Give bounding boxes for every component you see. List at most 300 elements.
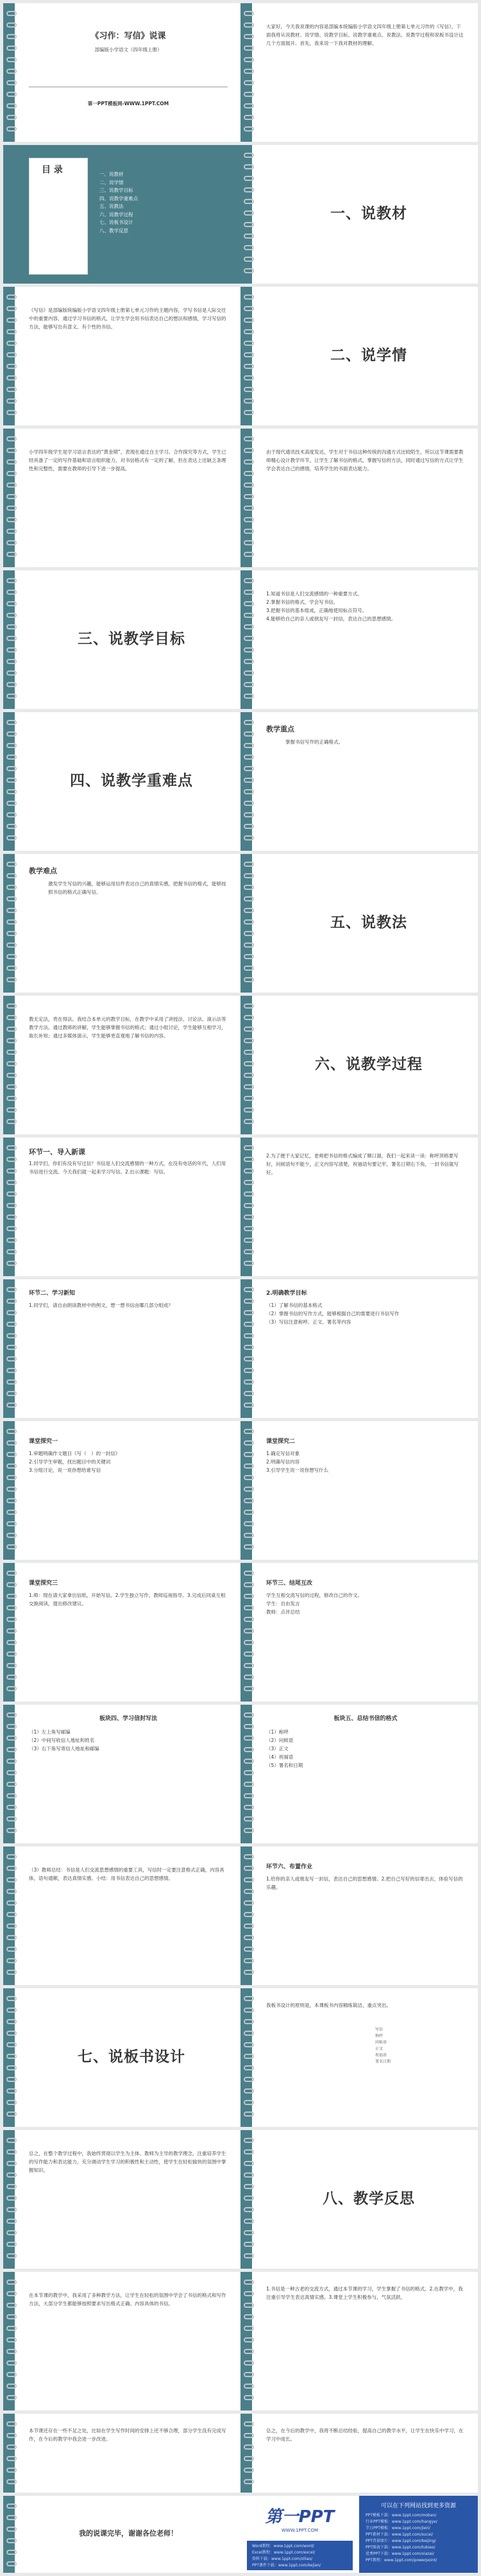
binder-ring-icon xyxy=(244,1571,254,1576)
item-list xyxy=(266,1728,465,1770)
sub-heading: 课堂探究二 xyxy=(266,1438,296,1445)
binder-ring-icon xyxy=(6,1440,17,1446)
binder-ring-icon xyxy=(6,2337,17,2342)
slide-text[interactable] xyxy=(240,1138,478,1276)
slide-inquiry-3[interactable] xyxy=(3,1563,240,1702)
binder-ring-icon xyxy=(244,2395,254,2400)
cover-subtitle: 部编版小学语文（四年级上册） xyxy=(94,47,162,53)
binder-ring-icon xyxy=(244,1663,254,1668)
binder-ring-icon xyxy=(6,743,17,748)
binder-ring-icon xyxy=(6,2149,17,2154)
sub-heading: 课堂探究一 xyxy=(29,1438,58,1445)
binder-ring-icon xyxy=(244,1866,254,1871)
slide-section-7[interactable] xyxy=(3,1988,240,2127)
resource-title: 可以在下列网站找到更多资源 xyxy=(380,2503,456,2509)
binder-ring-icon xyxy=(244,1084,254,1089)
slide-section-6[interactable] xyxy=(240,996,478,1134)
binder-ring-icon xyxy=(6,506,17,511)
binder-ring-icon xyxy=(244,1854,254,1859)
slide-cover[interactable] xyxy=(3,3,240,142)
binder-ring-icon xyxy=(6,1475,17,1480)
sub-heading: 环节二、学习新知 xyxy=(29,1290,76,1297)
binder-ring-icon xyxy=(6,1310,17,1315)
binder-ring-icon xyxy=(6,1510,17,1515)
binder-ring-icon xyxy=(6,1675,17,1680)
binder-ring-icon xyxy=(6,601,17,606)
binder-ring-icon xyxy=(6,1816,17,1821)
binder-ring-icon xyxy=(6,812,17,817)
binder-ring-icon xyxy=(6,1368,17,1373)
binder-ring-icon xyxy=(244,2065,254,2070)
resource-link[interactable]: 节日PPT模板：www.1ppt.com/jieri/ xyxy=(366,2526,430,2530)
binder-ring-icon xyxy=(6,2433,17,2438)
body-text: 在本节课的教学中，我采用了多种教学方法，让学生在轻松的氛围中学会了书信的格式和写作方法，大部分学生都能够按照要求写出格式正确、内容具体的书信。 xyxy=(29,2292,226,2307)
toc-item[interactable]: 三、说教学目标 xyxy=(99,187,133,193)
sub-heading: 板块五、总结书信的格式 xyxy=(333,1716,398,1722)
binder-ring-icon xyxy=(244,812,254,817)
list-item: （1）了解书信的基本格式 xyxy=(266,1302,323,1308)
binder-ring-icon xyxy=(6,2538,17,2543)
binder-ring-icon xyxy=(6,1191,17,1197)
binder-ring-icon xyxy=(244,482,254,488)
logo: 第一PPT xyxy=(265,2507,335,2527)
resource-link[interactable]: PPT模板下载：www.1ppt.com/moban/ xyxy=(366,2513,437,2518)
slide-intro[interactable] xyxy=(240,3,478,142)
binder-ring-icon xyxy=(6,1736,17,1741)
binder-ring-icon xyxy=(244,46,254,51)
binder-ring-icon xyxy=(6,2008,17,2013)
binder-ring-icon xyxy=(6,2184,17,2189)
binder-ring-icon xyxy=(244,1168,254,1173)
slide-section-2[interactable] xyxy=(240,287,478,425)
sub-heading: 教学重点 xyxy=(266,725,294,733)
slide-section-5[interactable] xyxy=(240,854,478,993)
binder-ring-icon xyxy=(244,2230,254,2235)
binder-ring-icon xyxy=(6,1947,17,1952)
toc-item[interactable]: 六、说教学过程 xyxy=(99,211,133,218)
binder-ring-icon xyxy=(6,2280,17,2285)
resource-link[interactable]: PPT课件下载：www.1ppt.com/kejian/ xyxy=(252,2563,321,2568)
binder-ring-icon xyxy=(6,1828,17,1833)
binder-ring-icon xyxy=(244,80,254,85)
resource-panel-2 xyxy=(247,2541,353,2570)
binder-ring-icon xyxy=(244,2303,254,2308)
slide-inquiry-1[interactable] xyxy=(3,1421,240,1560)
binder-ring-icon xyxy=(6,2088,17,2094)
binder-ring-icon xyxy=(6,720,17,725)
slide-section-4[interactable] xyxy=(3,712,240,851)
binder-ring-icon xyxy=(6,1782,17,1787)
list-item: 3.分组讨论，说一说你想给谁写信 xyxy=(29,1467,101,1473)
toc-list xyxy=(99,171,138,235)
slide-text[interactable] xyxy=(3,287,240,425)
binder-ring-icon xyxy=(244,1747,254,1752)
body-text: 1.书信是一种古老的交流方式，通过本节课的学习，学生掌握了书信的格式。2.在教学中，我注重引导学生表达真情实感。3.课堂上学生积极参与，气氛活跃。 xyxy=(266,2286,463,2300)
binder-ring-icon xyxy=(244,2291,254,2296)
binder-ring-icon xyxy=(6,1463,17,1469)
binder-ring-icon xyxy=(6,306,17,311)
binder-ring-icon xyxy=(244,517,254,522)
binder-ring-icon xyxy=(244,1947,254,1952)
binder-ring-icon xyxy=(244,1249,254,1254)
binder-ring-icon xyxy=(244,2054,254,2059)
binder-ring-icon xyxy=(244,153,254,158)
slide-text[interactable] xyxy=(3,429,240,567)
binder-ring-icon xyxy=(244,1073,254,1078)
binder-ring-icon xyxy=(6,1686,17,1691)
logo-subtitle[interactable]: WWW.1PPT.COM xyxy=(281,2528,319,2533)
list-item: （4）祝福语 xyxy=(266,1754,294,1760)
binder-ring-icon xyxy=(6,578,17,583)
binder-ring-icon xyxy=(6,1571,17,1576)
list-item: （3）右下角写寄信人地址和邮编 xyxy=(29,1746,99,1752)
binder-ring-icon xyxy=(244,34,254,39)
body-text: 本节课还存在一些不足之处，比如在学生写作时间的安排上还不够合理，部分学生没有完成写作，在今后的教学中我会进一步改进。 xyxy=(29,2428,226,2442)
binder-ring-icon xyxy=(6,69,17,74)
binder-ring-icon xyxy=(244,1403,254,1408)
slide-text[interactable] xyxy=(3,2130,240,2269)
binder-ring-icon xyxy=(6,2515,17,2520)
binder-ring-icon xyxy=(6,694,17,699)
slide-list[interactable] xyxy=(240,1279,478,1418)
binder-ring-icon xyxy=(244,294,254,300)
binder-ring-icon xyxy=(6,1299,17,1304)
binder-ring-icon xyxy=(6,766,17,771)
binder-ring-icon xyxy=(6,1038,17,1043)
binder-ring-icon xyxy=(244,552,254,557)
binder-ring-icon xyxy=(6,1582,17,1587)
binder-ring-icon xyxy=(244,1935,254,1940)
binder-ring-icon xyxy=(244,1816,254,1821)
binder-ring-icon xyxy=(244,494,254,499)
binder-ring-icon xyxy=(6,329,17,334)
binder-ring-icon xyxy=(6,1594,17,1599)
sub-heading: 板块四、学习信封写法 xyxy=(99,1716,157,1722)
resource-link[interactable]: PPT背景图片：www.1ppt.com/beijing/ xyxy=(366,2539,436,2543)
resource-link[interactable]: PPT素材下载：www.1ppt.com/sucai/ xyxy=(366,2532,434,2537)
binder-ring-icon xyxy=(6,2291,17,2296)
slide-toc[interactable] xyxy=(3,145,240,284)
binder-ring-icon xyxy=(244,2433,254,2438)
binder-ring-icon xyxy=(244,1544,254,1549)
binder-ring-icon xyxy=(244,731,254,737)
body-text: （3）教师总结：书信是人们交流思想感情的重要工具，写信时一定要注意格式正确，内容具体，语句通顺，表达真情实感。小结：用书信表达自己的思想感情。 xyxy=(29,1867,224,1881)
slide-text[interactable] xyxy=(3,996,240,1134)
binder-ring-icon xyxy=(244,613,254,618)
slide-difficulty[interactable] xyxy=(3,854,240,993)
binder-ring-icon xyxy=(6,2395,17,2400)
binder-ring-icon xyxy=(244,1096,254,1101)
binder-ring-icon xyxy=(6,977,17,982)
item-list xyxy=(266,1301,465,1326)
body-text: 1.同学们，请自由朗读教材中的例文，想一想书信由哪几部分组成？ xyxy=(29,1302,173,1308)
binder-ring-icon xyxy=(244,2280,254,2285)
binder-ring-icon xyxy=(244,1923,254,1929)
board-line: 写信 xyxy=(375,2027,384,2032)
binder-ring-icon xyxy=(6,22,17,28)
binder-ring-icon xyxy=(244,69,254,74)
binder-ring-icon xyxy=(244,2384,254,2389)
slide-key-point[interactable] xyxy=(240,712,478,851)
binder-ring-icon xyxy=(244,1793,254,1798)
binder-ring-icon xyxy=(244,1828,254,1833)
binder-ring-icon xyxy=(6,1261,17,1266)
binder-ring-icon xyxy=(6,873,17,878)
intro-text: 大家好，今天我说课的内容是部编本统编版小学语文四年级上册第七单元习作的《写信》，下面我将从说教材、说学情、说教学目标、说教学重难点、说教法、说教学过程和说板书设计这几个方面展开。首先，我来说一下我对教材的理解。 xyxy=(266,24,464,46)
item-list xyxy=(266,1591,465,1616)
binder-ring-icon xyxy=(6,1617,17,1622)
binder-ring-icon xyxy=(6,1180,17,1185)
binder-ring-icon xyxy=(244,1322,254,1327)
toc-item[interactable]: 七、说板书设计 xyxy=(99,219,133,225)
slide-homework[interactable] xyxy=(240,1847,478,1985)
slide-closing[interactable] xyxy=(3,2496,240,2573)
binder-ring-icon xyxy=(6,1003,17,1009)
binder-ring-icon xyxy=(244,222,254,227)
list-item: 学生：自由发言 xyxy=(266,1601,300,1607)
section-title: 六、说教学过程 xyxy=(315,1056,423,1073)
slide-inquiry-2[interactable] xyxy=(240,1421,478,1560)
binder-ring-icon xyxy=(244,1475,254,1480)
binder-ring-icon xyxy=(6,2196,17,2201)
binder-ring-icon xyxy=(6,1900,17,1906)
resource-link[interactable]: 优秀PPT下载：www.1ppt.com/xiazai/ xyxy=(366,2552,434,2556)
binder-ring-icon xyxy=(244,1299,254,1304)
board-line: 祝福语 xyxy=(375,2053,387,2058)
binder-ring-icon xyxy=(244,459,254,465)
toc-item[interactable]: 二、说学情 xyxy=(99,179,124,185)
binder-ring-icon xyxy=(244,1452,254,1457)
list-item: 3.把握书信的基本组成，正确地使用标点符号。 xyxy=(266,608,367,613)
list-item: 2.掌握书信的格式，学会写书信。 xyxy=(266,599,339,605)
binder-ring-icon xyxy=(244,1261,254,1266)
toc-item[interactable]: 四、说教学重难点 xyxy=(99,195,138,201)
binder-ring-icon xyxy=(244,1027,254,1032)
binder-ring-icon xyxy=(244,364,254,369)
binder-ring-icon xyxy=(244,789,254,794)
binder-ring-icon xyxy=(6,2207,17,2212)
binder-ring-icon xyxy=(6,1996,17,2001)
binder-ring-icon xyxy=(6,1498,17,1503)
slide-list[interactable] xyxy=(240,570,478,709)
section-title: 四、说教学重难点 xyxy=(70,772,193,789)
goal-list xyxy=(266,590,465,623)
item-list xyxy=(29,1728,228,1753)
binder-ring-icon xyxy=(6,1084,17,1089)
binder-ring-icon xyxy=(244,590,254,595)
resource-panel xyxy=(359,2496,478,2573)
toc-title: 目 录 xyxy=(42,165,63,175)
binder-ring-icon xyxy=(6,1724,17,1729)
binder-ring-icon xyxy=(244,540,254,545)
binder-ring-icon xyxy=(6,647,17,653)
slide-section-3[interactable] xyxy=(3,570,240,709)
binder-ring-icon xyxy=(6,318,17,323)
binder-ring-icon xyxy=(244,1582,254,1587)
binder-ring-icon xyxy=(244,1912,254,1917)
slide-process-2[interactable] xyxy=(3,1279,240,1418)
binder-ring-icon xyxy=(244,2479,254,2484)
binder-ring-icon xyxy=(6,494,17,499)
binder-ring-icon xyxy=(244,743,254,748)
binder-ring-icon xyxy=(6,1226,17,1231)
binder-ring-icon xyxy=(6,1605,17,1610)
binder-ring-icon xyxy=(6,1215,17,1220)
binder-ring-icon xyxy=(244,1498,254,1503)
slide-process-1[interactable] xyxy=(3,1138,240,1276)
slide-text[interactable] xyxy=(3,2272,240,2410)
binder-ring-icon xyxy=(244,2253,254,2258)
binder-ring-icon xyxy=(244,919,254,925)
binder-ring-icon xyxy=(244,778,254,783)
list-item: （3）写信注意称呼、正文、署名等内容 xyxy=(266,1319,351,1325)
binder-ring-icon xyxy=(6,2303,17,2308)
slide-ad[interactable] xyxy=(240,2496,478,2573)
resource-link[interactable]: PPT教程：www.1ppt.com/powerpoint/ xyxy=(366,2558,437,2563)
binder-ring-icon xyxy=(6,126,17,132)
binder-ring-icon xyxy=(244,601,254,606)
binder-ring-icon xyxy=(6,1403,17,1408)
binder-ring-icon xyxy=(6,1805,17,1810)
binder-ring-icon xyxy=(6,1157,17,1162)
binder-ring-icon xyxy=(244,2100,254,2105)
list-item: （5）署名和日期 xyxy=(266,1762,303,1768)
binder-ring-icon xyxy=(244,1379,254,1385)
slide-text[interactable] xyxy=(3,2414,240,2493)
binder-ring-icon xyxy=(6,448,17,453)
binder-ring-icon xyxy=(6,375,17,380)
binder-ring-icon xyxy=(244,1510,254,1515)
section-title: 七、说板书设计 xyxy=(78,2049,185,2065)
binder-ring-icon xyxy=(6,2242,17,2247)
binder-ring-icon xyxy=(244,257,254,262)
binder-ring-icon xyxy=(244,1180,254,1185)
binder-ring-icon xyxy=(6,613,17,618)
binder-ring-icon xyxy=(6,1096,17,1101)
binder-ring-icon xyxy=(6,2019,17,2024)
binder-ring-icon xyxy=(244,1107,254,1113)
binder-ring-icon xyxy=(244,2161,254,2166)
binder-ring-icon xyxy=(6,1854,17,1859)
sub-heading: 环节三、结尾互改 xyxy=(266,1580,313,1587)
binder-ring-icon xyxy=(6,1970,17,1975)
binder-ring-icon xyxy=(244,410,254,415)
binder-ring-icon xyxy=(244,1605,254,1610)
binder-ring-icon xyxy=(6,755,17,760)
binder-ring-icon xyxy=(244,1003,254,1009)
binder-ring-icon xyxy=(244,1487,254,1492)
binder-ring-icon xyxy=(244,647,254,653)
binder-ring-icon xyxy=(6,1487,17,1492)
binder-ring-icon xyxy=(244,624,254,629)
binder-ring-icon xyxy=(6,1333,17,1338)
binder-ring-icon xyxy=(6,46,17,51)
binder-ring-icon xyxy=(6,1050,17,1055)
binder-ring-icon xyxy=(244,2031,254,2036)
binder-ring-icon xyxy=(244,234,254,239)
resource-link[interactable]: PPT图表下载：www.1ppt.com/tubiao/ xyxy=(366,2545,435,2550)
binder-ring-icon xyxy=(6,1027,17,1032)
slide-envelope[interactable] xyxy=(3,1705,240,1843)
binder-ring-icon xyxy=(244,1015,254,1020)
binder-ring-icon xyxy=(6,1912,17,1917)
binder-ring-icon xyxy=(244,1759,254,1764)
slide-format-summary[interactable] xyxy=(240,1705,478,1843)
binder-ring-icon xyxy=(6,540,17,545)
slide-text[interactable] xyxy=(3,1847,240,1985)
binder-ring-icon xyxy=(6,636,17,641)
binder-ring-icon xyxy=(6,590,17,595)
binder-ring-icon xyxy=(244,436,254,441)
list-item: （1）称呼 xyxy=(266,1729,289,1735)
binder-ring-icon xyxy=(6,294,17,300)
binder-ring-icon xyxy=(6,1866,17,1871)
binder-ring-icon xyxy=(6,2100,17,2105)
binder-ring-icon xyxy=(244,1038,254,1043)
binder-ring-icon xyxy=(6,1168,17,1173)
binder-ring-icon xyxy=(6,1640,17,1645)
toc-item[interactable]: 八、教学反思 xyxy=(99,227,128,234)
closing-text: 我的说课完毕，谢谢各位老师！ xyxy=(79,2529,178,2538)
binder-ring-icon xyxy=(244,387,254,392)
binder-ring-icon xyxy=(244,1640,254,1645)
cover-link[interactable]: 第一PPT模板网-WWW.1PPT.COM xyxy=(87,101,169,107)
resource-link[interactable]: Word教程：www.1ppt.com/word/ xyxy=(252,2544,314,2548)
body-text: 《写信》是部编版统编版小学语文四年级上册第七单元习作的主题内容，学写书信是人际交往中的重要内容，通过学习书信的格式，让学生学会用书信表达自己的想法和感情，学习写信的方法，能够写出有意义、有个性的书信。 xyxy=(29,307,226,330)
binder-ring-icon xyxy=(6,2360,17,2366)
binder-ring-icon xyxy=(244,1651,254,1657)
section-title: 八、教学反思 xyxy=(323,2190,415,2207)
binder-ring-icon xyxy=(6,1379,17,1385)
toc-item[interactable]: 五、说教法 xyxy=(99,203,124,209)
resource-link[interactable]: Excel教程：www.1ppt.com/excel/ xyxy=(252,2550,316,2555)
binder-ring-icon xyxy=(244,824,254,829)
binder-ring-icon xyxy=(244,1724,254,1729)
binder-ring-icon xyxy=(6,1521,17,1526)
binder-ring-icon xyxy=(6,2172,17,2178)
body-text: 1.师：现在请大家拿出信纸，开始写信。2.学生独立写作，教师巡视指导。3.完成后同桌互相交换阅读，提出修改建议。 xyxy=(29,1592,226,1607)
binder-ring-icon xyxy=(6,1759,17,1764)
binder-ring-icon xyxy=(6,954,17,959)
binder-ring-icon xyxy=(244,11,254,16)
slide-section-1[interactable] xyxy=(240,145,478,284)
binder-ring-icon xyxy=(6,2042,17,2047)
slide-review[interactable] xyxy=(240,1563,478,1702)
binder-ring-icon xyxy=(6,482,17,488)
binder-ring-icon xyxy=(6,731,17,737)
slide-section-8[interactable] xyxy=(240,2130,478,2269)
binder-ring-icon xyxy=(244,2242,254,2247)
slide-text[interactable] xyxy=(240,2272,478,2410)
resource-link[interactable]: 行业PPT模板：www.1ppt.com/hangye/ xyxy=(366,2520,437,2524)
binder-ring-icon xyxy=(6,919,17,925)
binder-ring-icon xyxy=(244,1310,254,1315)
slide-text[interactable] xyxy=(240,2414,478,2493)
binder-ring-icon xyxy=(244,57,254,62)
toc-item[interactable]: 一、说教材 xyxy=(99,171,124,177)
slide-board[interactable] xyxy=(240,1988,478,2127)
binder-ring-icon xyxy=(6,1145,17,1150)
binder-ring-icon xyxy=(6,2230,17,2235)
binder-ring-icon xyxy=(6,1793,17,1798)
resource-link[interactable]: 资料下载：www.1ppt.com/ziliao/ xyxy=(252,2557,313,2561)
slide-text[interactable] xyxy=(240,429,478,567)
binder-ring-icon xyxy=(6,2161,17,2166)
binder-ring-icon xyxy=(244,1617,254,1622)
sub-heading: 环节一、导入新课 xyxy=(29,1148,85,1156)
binder-ring-icon xyxy=(6,1651,17,1657)
binder-ring-icon xyxy=(6,943,17,948)
